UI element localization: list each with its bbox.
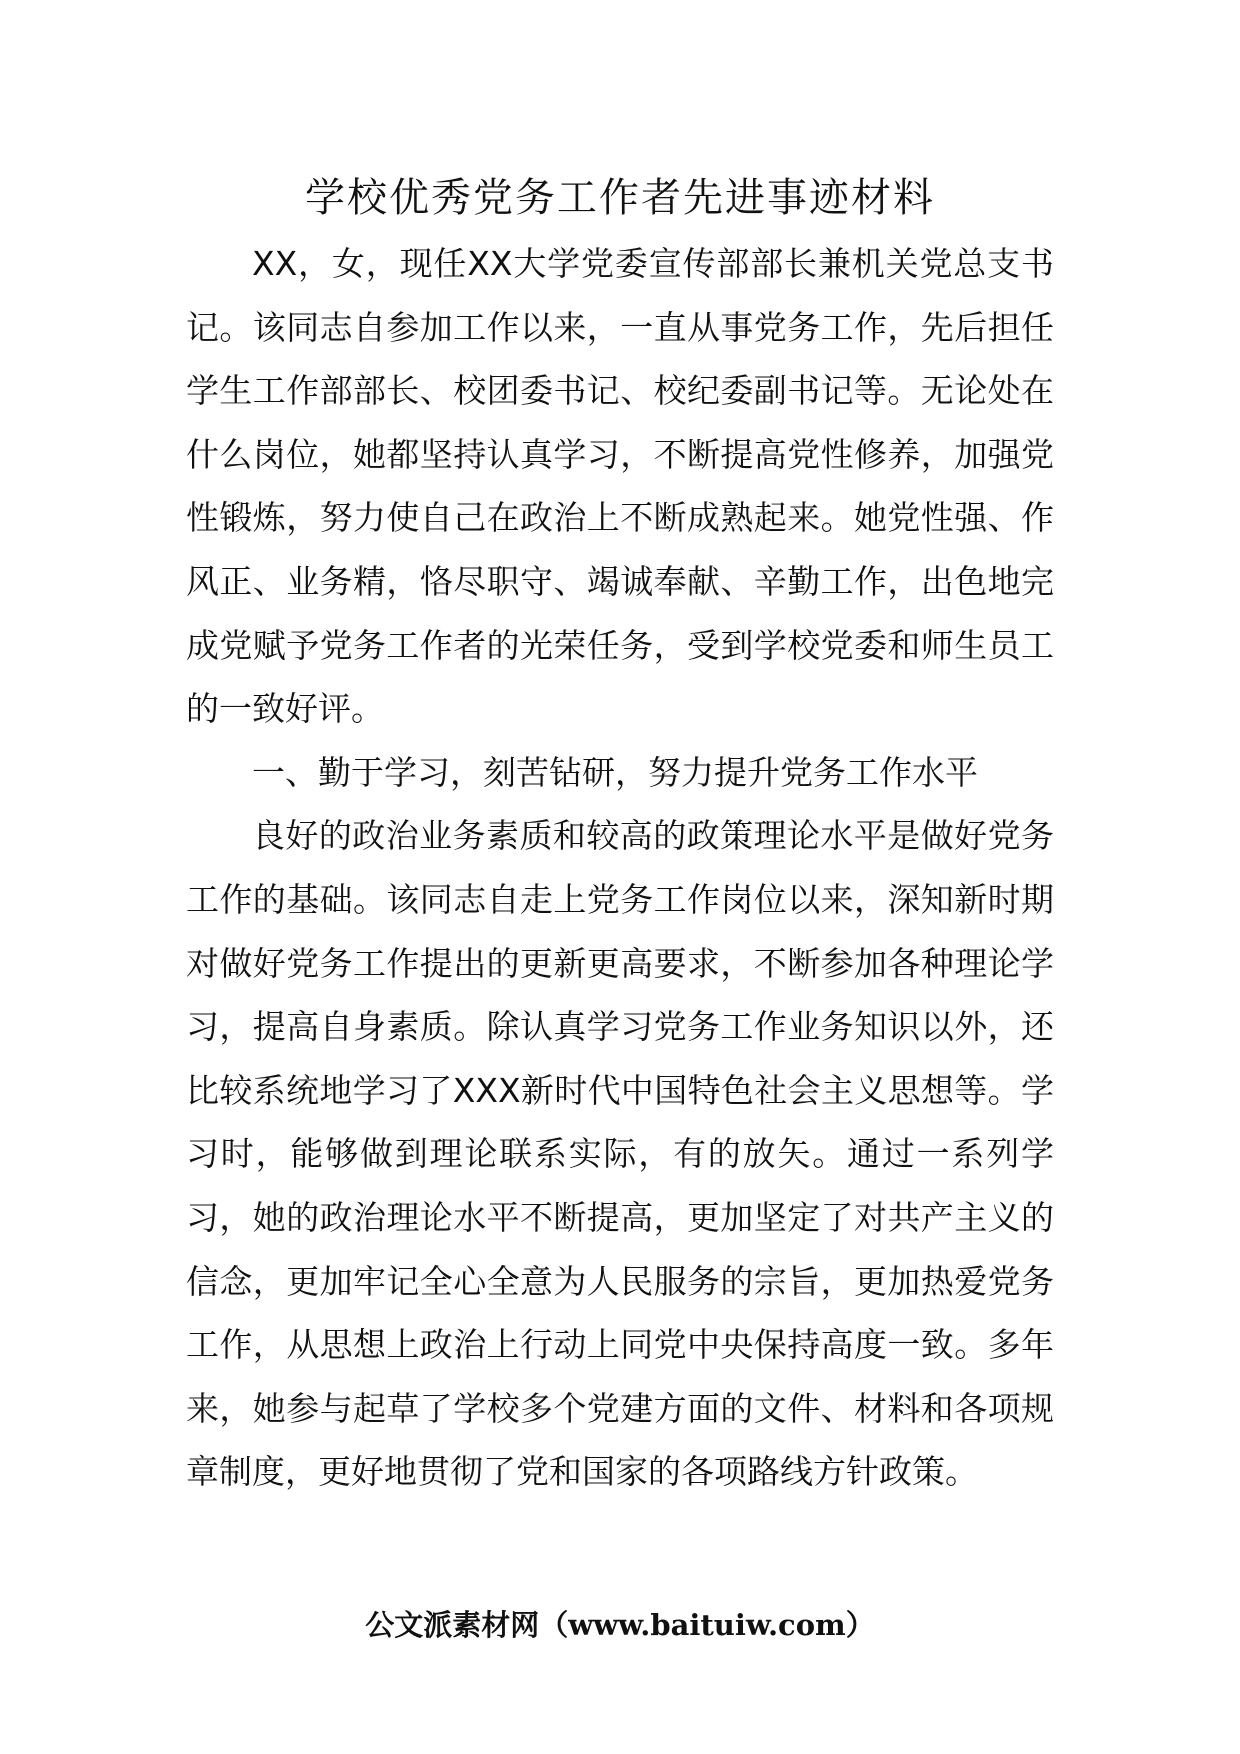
document-body — [186, 232, 1054, 1504]
intro-paragraph: XX，女，现任XX大学党委宣传部部长兼机关党总支书记。该同志自参加工作以来，一直从事党务工作，先后担任学生工作部部长、校团委书记、校纪委副书记等。无论处在什么岗位，她都坚持认真学习，不断提高党性修养，加强党性锻炼，努力使自己在政治上不断成熟起来。她党性强、作风正、业务精，恪尽职守、竭诚奉献、辛勤工作，出色地完成党赋予党务工作者的光荣任务，受到学校党委和师生员工的一致好评。 — [186, 244, 1054, 729]
document-title: 学校优秀党务工作者先进事迹材料 — [305, 175, 935, 221]
section-paragraph: 良好的政治业务素质和较高的政策理论水平是做好党务工作的基础。该同志自走上党务工作岗位以来，深知新时期对做好党务工作提出的更新更高要求，不断参加各种理论学习，提高自身素质。除认真学习党务工作业务知识以外，还比较系统地学习了XXX新时代中国特色社会主义思想等。学习时，能够做到理论联系实际，有的放矢。通过一系列学习，她的政治理论水平不断提高，更加坚定了对共产主义的信念，更加牢记全心全意为人民服务的宗旨，更加热爱党务工作，从思想上政治上行动上同党中央保持高度一致。多年来，她参与起草了学校多个党建方面的文件、材料和各项规章制度，更好地贯彻了党和国家的各项路线方针政策。 — [186, 816, 1054, 1492]
footer-watermark: 公文派素材网（www.baituiw.com） — [365, 1608, 875, 1642]
section-heading: 一、勤于学习，刻苦钻研，努力提升党务工作水平 — [252, 752, 978, 792]
